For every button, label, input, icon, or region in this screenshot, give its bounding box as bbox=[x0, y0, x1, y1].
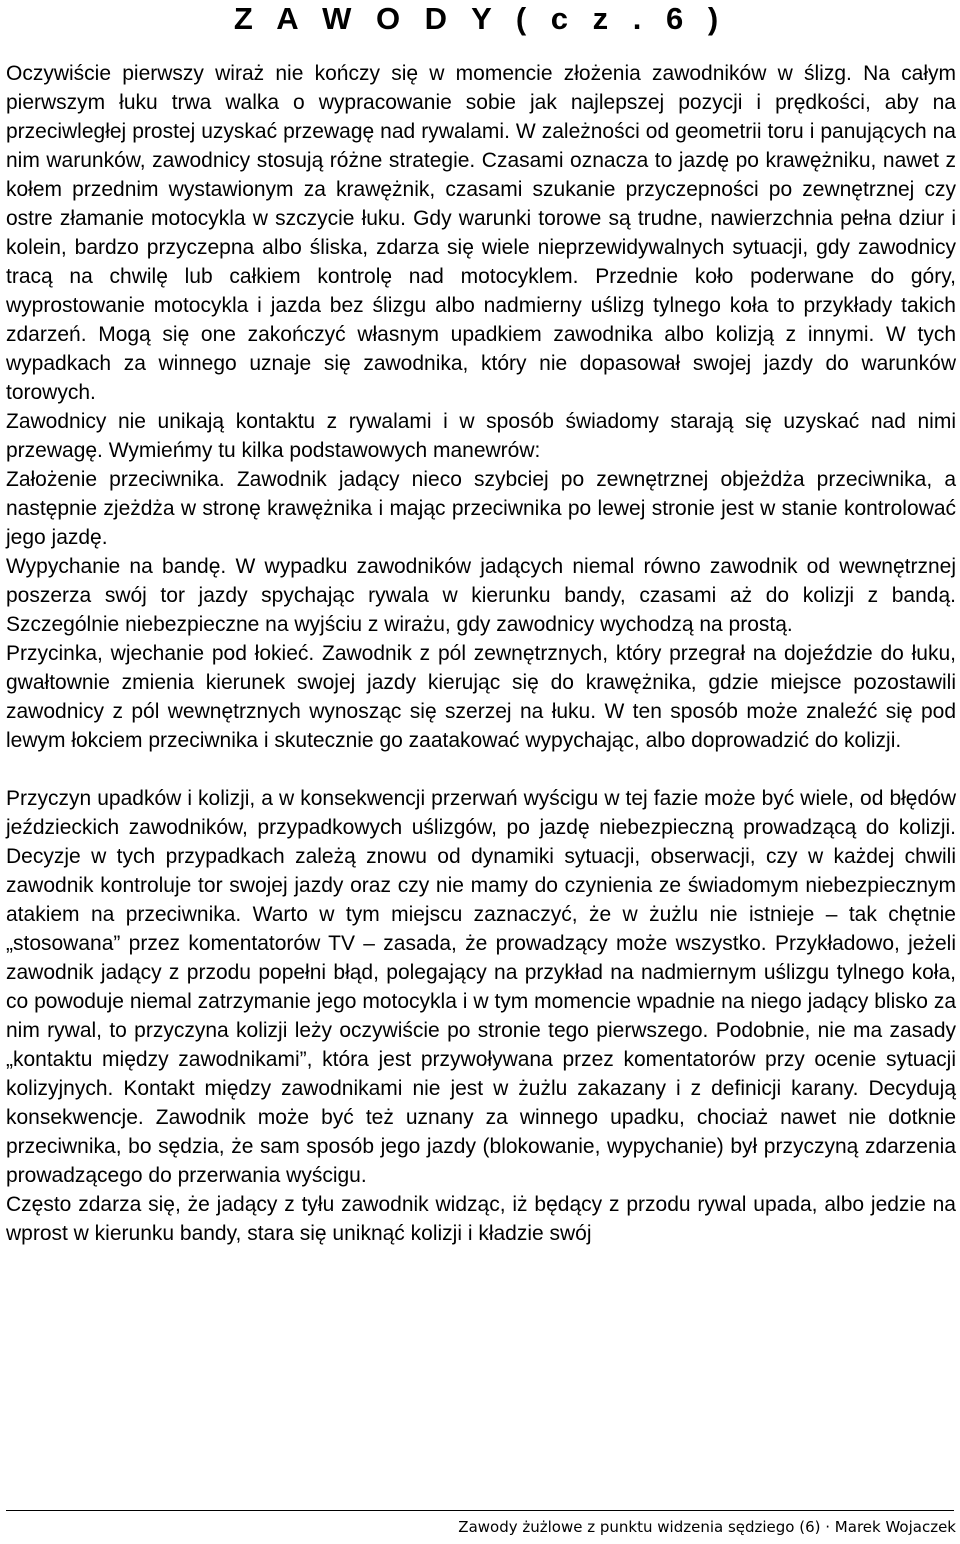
paragraph-manoeuvres-intro: Zawodnicy nie unikają kontaktu z rywalami i w sposób świadomy starają się uzyskać nad nimi przewagę. Wymieńmy tu kilka podstawowych manewrów: bbox=[6, 410, 956, 462]
page-title: Z A W O D Y ( c z . 6 ) bbox=[233, 1, 727, 36]
paragraph-czesto: Często zdarza się, że jadący z tyłu zawodnik widząc, iż będący z przodu rywal upada, albo jedzie na wprost w kierunku bandy, stara się uniknąć kolizji i kładzie swój bbox=[6, 1193, 956, 1245]
paragraph-zalozenie: Założenie przeciwnika. Zawodnik jadący nieco szybciej po zewnętrznej objeżdża przeciwnika, a następnie zjeżdża w stronę krawężnika i mając przeciwnika po lewej stronie jest w stanie kontrolować jego jazdę. bbox=[6, 468, 956, 549]
paragraph-intro: Oczywiście pierwszy wiraż nie kończy się w momencie złożenia zawodników w ślizg. Na całym pierwszym łuku trwa walka o wypracowanie sobie jak najlepszej pozycji i prędkości, aby na przeciwległej prostej uzyskać przewagę nad rywalami. W zależności od geometrii toru i panujących na nim warunków, zawodnicy stosują różne strategie. Czasami oznacza to jazdę po krawężniku, nawet z kołem przednim wystawionym za krawężnik, czasami szukanie przyczepności po zewnętrznej czy ostre złamanie motocykla w szczycie łuku. Gdy warunki torowe są trudne, nawierzchnia pełna dziur i kolein, bardzo przyczepna albo śliska, zdarza się wiele nieprzewidywalnych sytuacji, gdy zawodnicy tracą na chwilę lub całkiem kontrolę nad motocyklem. Przednie koło poderwane do góry, wyprostowanie motocykla i jazda bez ślizgu albo nadmierny uślizg tylnego koła to przykłady takich zdarzeń. Mogą się one zakończyć własnym upadkiem zawodnika albo kolizją z innymi. W tych wypadkach za winnego uznaje się zawodnika, który nie dopasował swojej jazdy do warunków torowych. bbox=[6, 62, 956, 404]
paragraph-spacer bbox=[6, 755, 956, 784]
article-body bbox=[6, 59, 956, 1248]
paragraph-przyczyny: Przyczyn upadków i kolizji, a w konsekwencji przerwań wyścigu w tej fazie może być wiele, od błędów jeździeckich zawodników, przypadkowych uślizgów, po jazdę niebezpieczną prowadzącą do kolizji. Decyzje w tych przypadkach zależą znowu od dynamiki sytuacji, obserwacji, czy w każdej chwili zawodnik kontroluje tor swojej jazdy oraz czy nie mamy do czynienia ze świadomym niebezpiecznym atakiem na przeciwnika. Warto w tym miejscu zaznaczyć, że w żużlu nie istnieje – tak chętnie „stosowana” przez komentatorów TV – zasada, że prowadzący może wszystko. Przykładowo, jeżeli zawodnik jadący z przodu popełni błąd, polegający na przykład na nadmiernym uślizgu tylnego koła, co powoduje niemal zatrzymanie jego motocykla i w tym momencie wpadnie na niego jadący blisko za nim rywal, to przyczyna kolizji leży oczywiście po stronie tego pierwszego. Podobnie, nie ma zasady „kontaktu między zawodnikami”, która jest przywoływana przez komentatorów przy ocenie sytuacji kolizyjnych. Kontakt między zawodnikami nie jest w żużlu zakazany i z definicji karany. Decydują konsekwencje. Zawodnik może być też uznany za winnego upadku, chociaż nawet nie dotknie przeciwnika, bo sędzia, że sam sposób jego jazdy (blokowanie, wypychanie) był przyczyną zdarzenia prowadzącego do przerwania wyścigu. bbox=[6, 787, 956, 1187]
paragraph-przycinka: Przycinka, wjechanie pod łokieć. Zawodnik z pól zewnętrznych, który przegrał na dojeździe do łuku, gwałtownie zmienia kierunek swojej jazdy kierując się do krawężnika, gdzie miejsce pozostawili zawodnicy z pól wewnętrznych wynosząc się szerzej na łuku. W ten sposób może znaleźć się pod lewym łokciem przeciwnika i skutecznie go zaatakować wypychając, albo doprowadzić do kolizji. bbox=[6, 642, 956, 752]
footer-divider bbox=[6, 1510, 954, 1511]
page-footer: Zawody żużlowe z punktu widzenia sędziego (6) · Marek Wojaczek bbox=[458, 1518, 956, 1536]
paragraph-wypychanie: Wypychanie na bandę. W wypadku zawodników jadących niemal równo zawodnik od wewnętrznej poszerza swój tor jazdy spychając rywala w kierunku bandy, czasami aż do kolizji z bandą. Szczególnie niebezpieczne na wyjściu z wirażu, gdy zawodnicy wychodzą na prostą. bbox=[6, 555, 956, 636]
